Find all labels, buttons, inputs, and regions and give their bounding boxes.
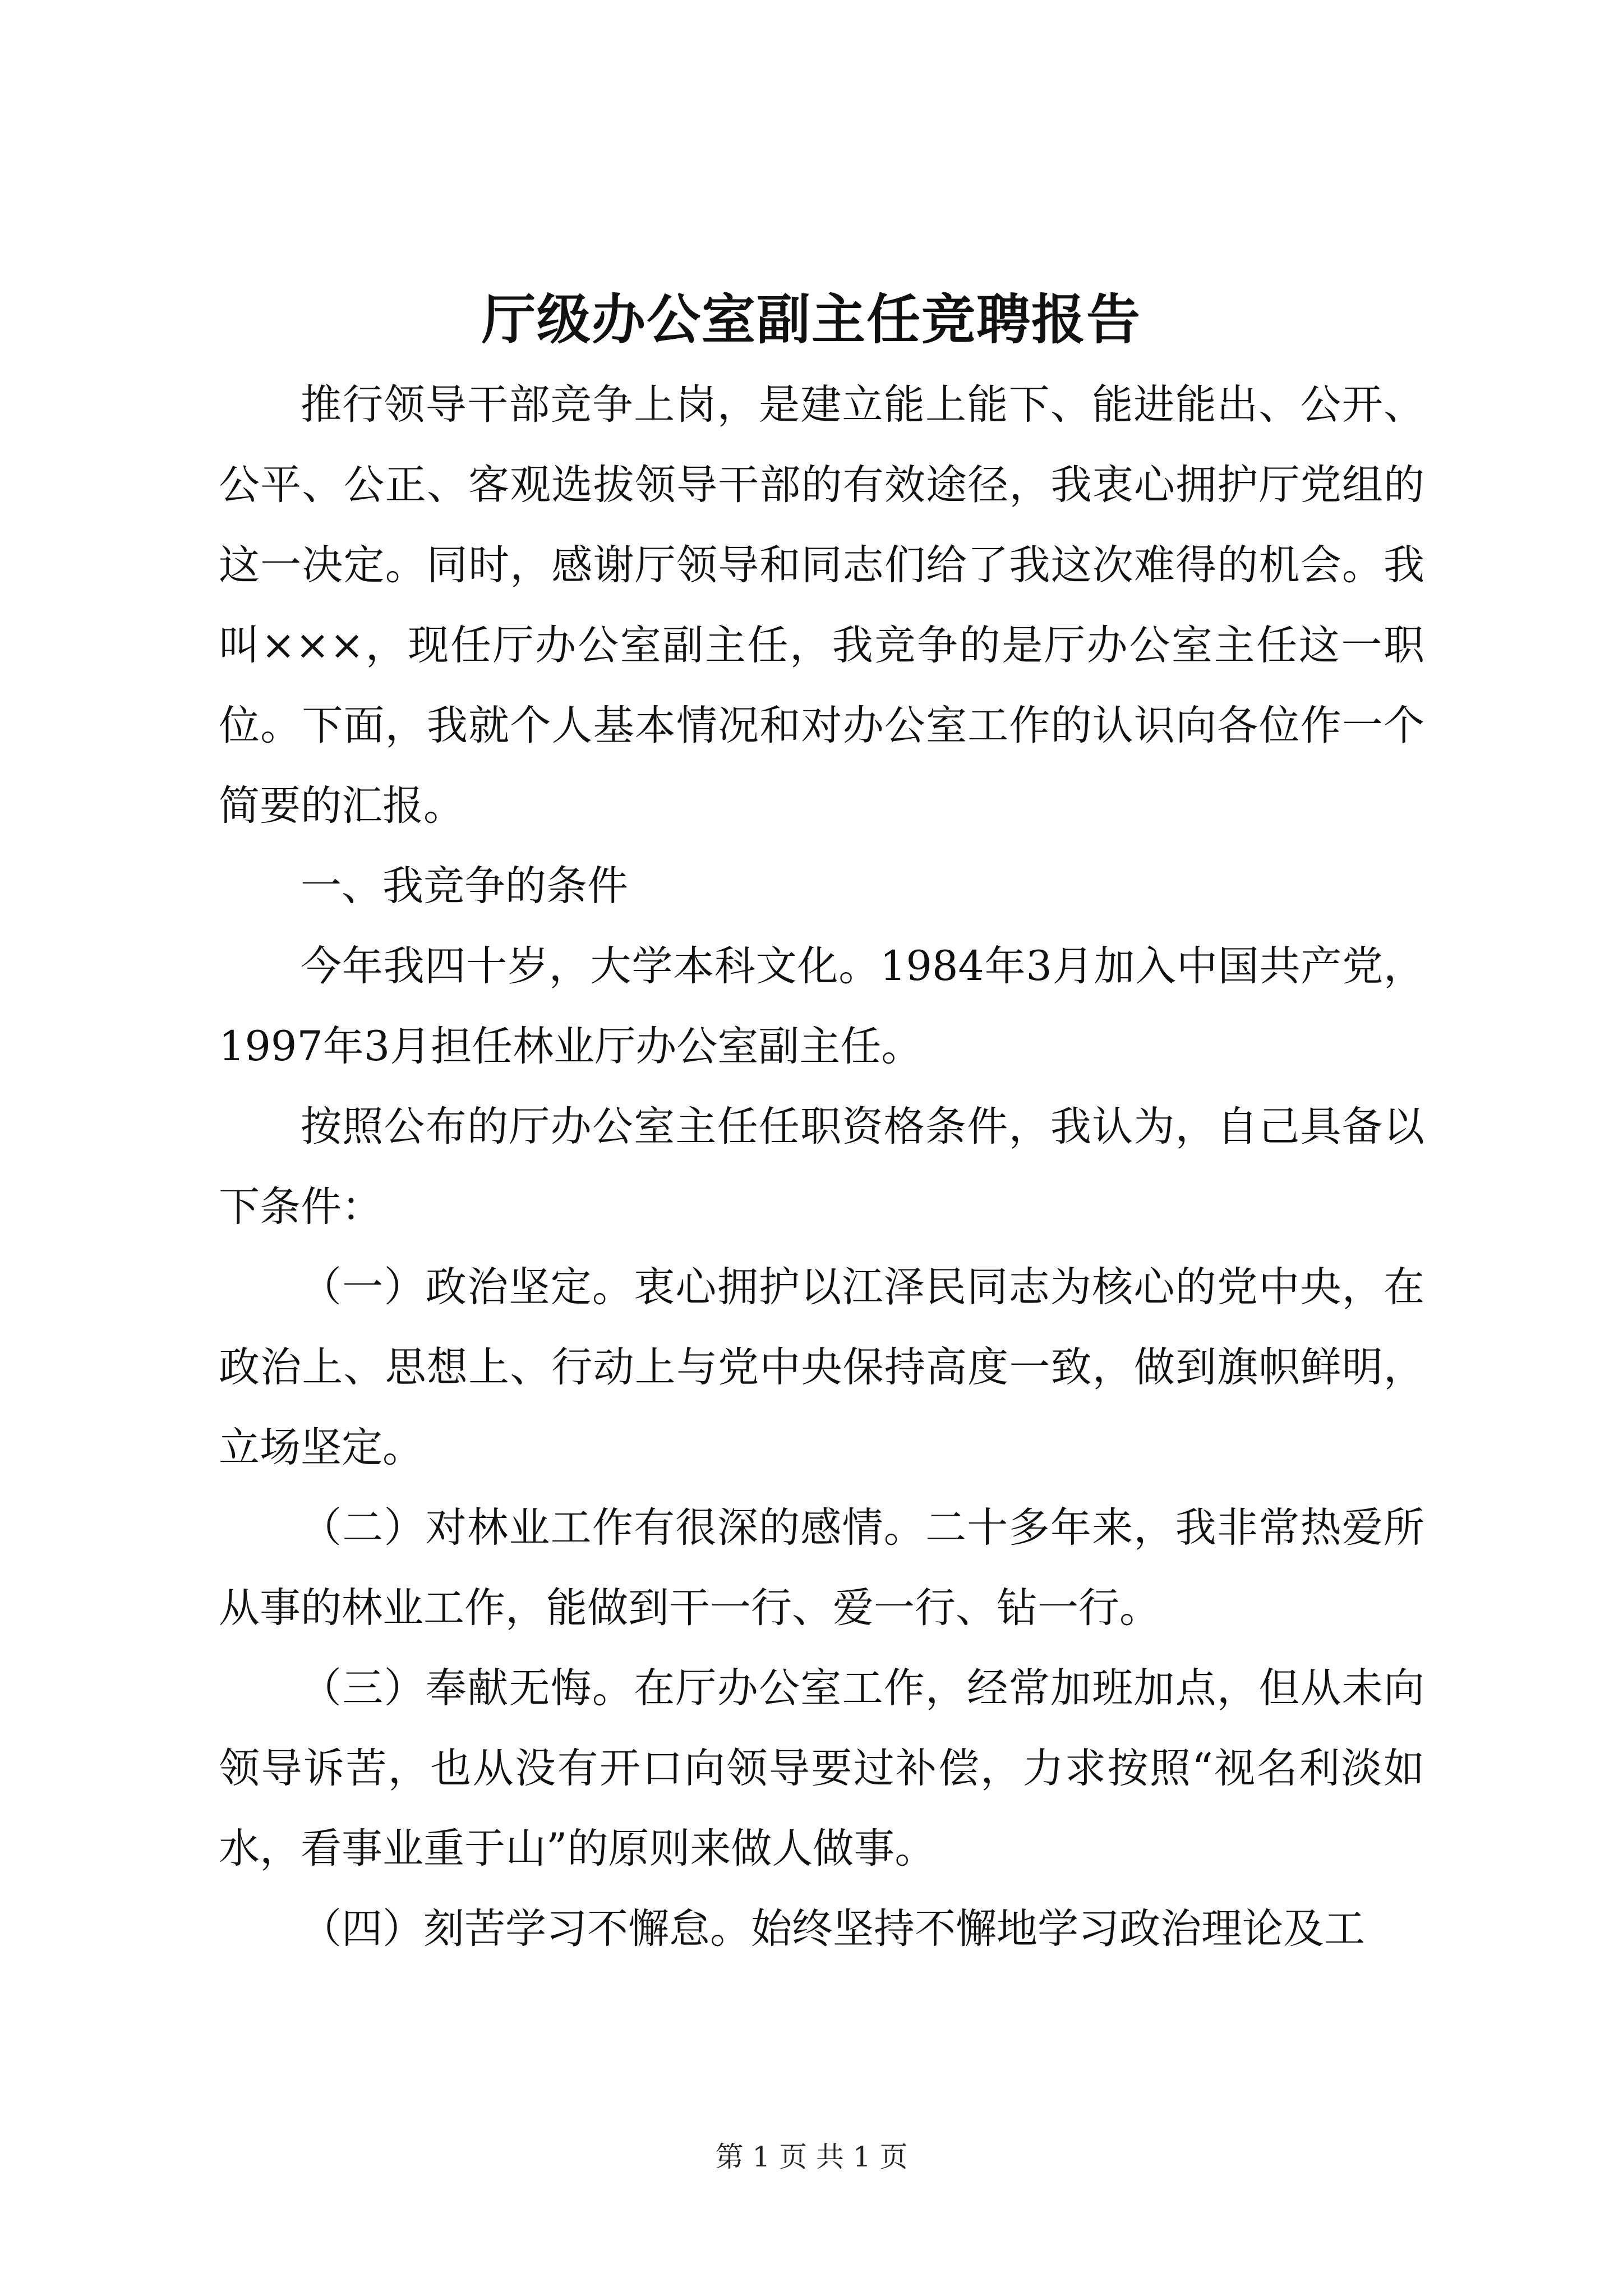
section-heading: 一、我竞争的条件 <box>301 862 628 910</box>
paragraph-conditions: 按照公布的厅办公室主任任职资格条件，我认为，自己具备以下条件： <box>219 1103 1424 1231</box>
document-title: 厅级办公室副主任竞聘报告 <box>482 288 1141 351</box>
paragraph-item-2: （二）对林业工作有很深的感情。二十多年来，我非常热爱所从事的林业工作，能做到干一行、爱一行、钻一行。 <box>219 1504 1424 1632</box>
paragraph-item-4: （四）刻苦学习不懈怠。始终坚持不懈地学习政治理论及工 <box>301 1905 1365 1953</box>
paragraph-item-3: （三）奉献无悔。在厅办公室工作，经常加班加点，但从未向领导诉苦，也从没有开口向领导要过补偿，力求按照“视名利淡如水，看事业重于山”的原则来做人做事。 <box>219 1664 1424 1872</box>
paragraph-item-1: （一）政治坚定。衷心拥护以江泽民同志为核心的党中央，在政治上、思想上、行动上与党中央保持高度一致，做到旗帜鲜明，立场坚定。 <box>219 1263 1424 1471</box>
paragraph-intro: 推行领导干部竞争上岗，是建立能上能下、能进能出、公开、公平、公正、客观选拔领导干部的有效途径，我衷心拥护厅党组的这一决定。同时，感谢厅领导和同志们给了我这次难得的机会。我叫×××，现任厅办公室副主任，我竞争的是厅办公室主任这一职位。下面，我就个人基本情况和对办公室工作的认识向各位作一个简要的汇报。 <box>219 381 1424 830</box>
document-body <box>219 365 1424 1969</box>
paragraph-background: 今年我四十岁，大学本科文化。1984年3月加入中国共产党，1997年3月担任林业厅办公室副主任。 <box>219 942 1424 1070</box>
page-footer: 第 1 页 共 1 页 <box>715 2141 908 2173</box>
